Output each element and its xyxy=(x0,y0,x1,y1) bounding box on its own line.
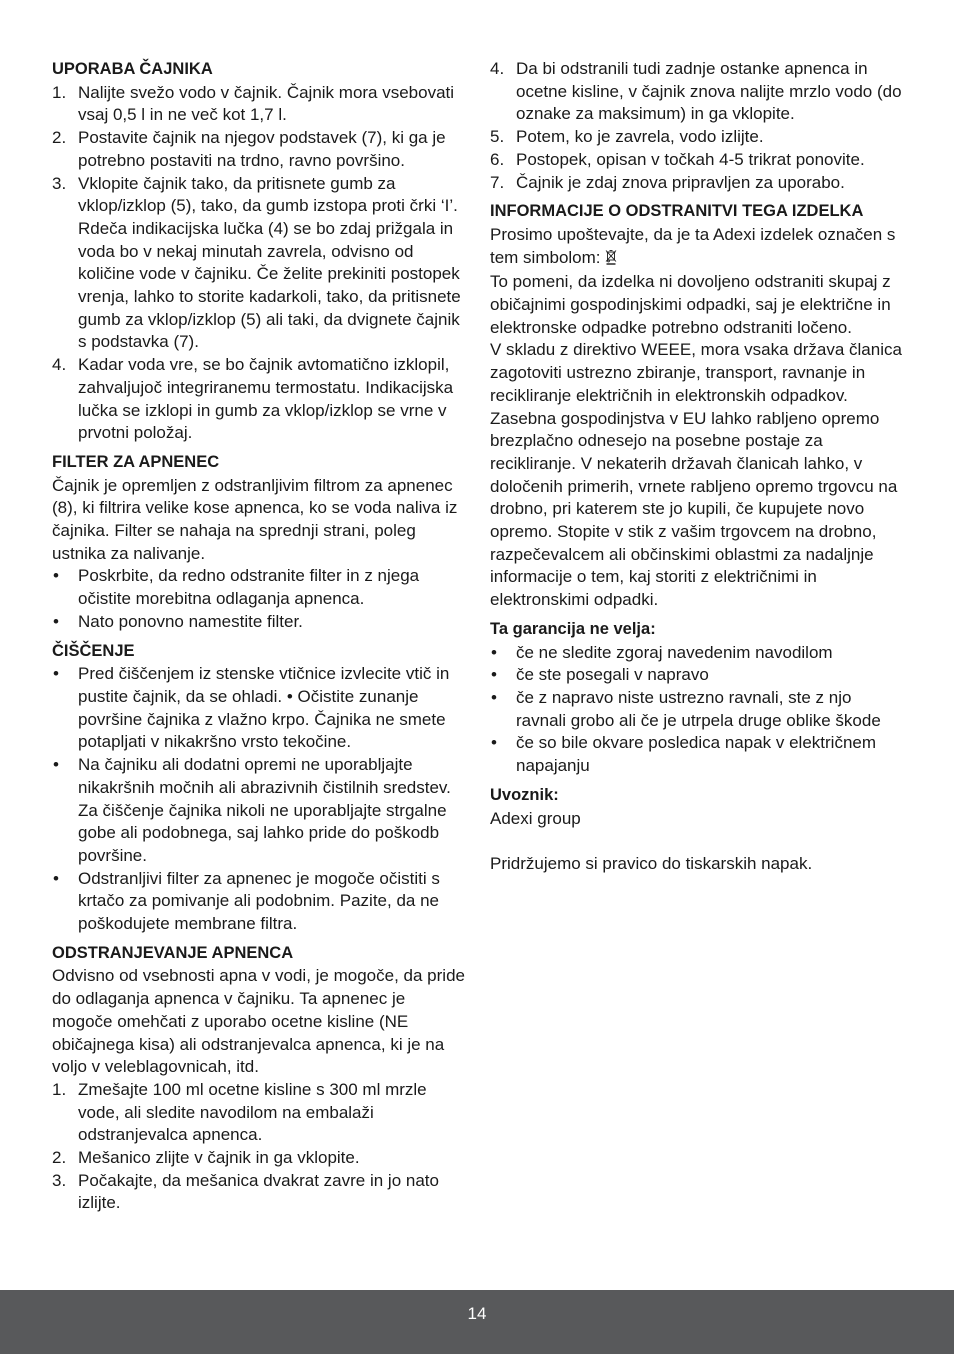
bullet-icon: • xyxy=(491,687,497,707)
importer-name: Adexi group xyxy=(490,808,581,828)
section-importer xyxy=(490,784,904,876)
section-descaling-cont xyxy=(490,58,904,194)
list-item xyxy=(490,149,904,172)
bullet-icon: • xyxy=(53,755,59,775)
item-text: če z napravo niste ustrezno ravnali, ste z njo ravnali grobo ali če je utrpela druge oblike škode xyxy=(516,687,881,730)
list-item xyxy=(52,565,466,610)
list-item xyxy=(52,1147,466,1170)
item-number: 2. xyxy=(52,1148,67,1168)
item-text: Mešanico zlijte v čajnik in ga vklopite. xyxy=(78,1148,360,1168)
item-text: Poskrbite, da redno odstranite filter in z njega očistite morebitna odlaganja apnenca. xyxy=(78,566,420,609)
item-text: če ne sledite zgoraj navedenim navodilom xyxy=(516,642,833,662)
item-text: Nato ponovno namestite filter. xyxy=(78,611,303,631)
list-item xyxy=(490,172,904,195)
item-text: Potem, ko je zavrela, vodo izlijte. xyxy=(516,127,764,147)
filter-heading: FILTER ZA APNENEC xyxy=(52,452,220,471)
spacer xyxy=(490,830,904,853)
list-item xyxy=(52,754,466,868)
left-column xyxy=(52,58,466,1221)
list-item xyxy=(52,173,466,355)
section-use xyxy=(52,58,466,445)
bullet-icon: • xyxy=(491,642,497,662)
disposal-intro-text: Prosimo upoštevajte, da je ta Adexi izdelek označen s tem simbolom: xyxy=(490,224,896,267)
item-text: Nalijte svežo vodo v čajnik. Čajnik mora vsebovati vsaj 0,5 l in ne več kot 1,7 l. xyxy=(78,82,455,125)
list-item xyxy=(490,126,904,149)
list-item xyxy=(490,58,904,126)
clean-heading: ČIŠČENJE xyxy=(52,641,135,660)
list-item xyxy=(490,687,904,732)
item-text: Počakajte, da mešanica dvakrat zavre in jo nato izlijte. xyxy=(78,1170,439,1213)
item-text: Pred čiščenjem iz stenske vtičnice izvlecite vtič in pustite čajnik, da se ohladi. • Očistite zunanje površine čajnika z vlažno krpo. Čajnika ne smete potapljati v nikakršno vrsto tekočine. xyxy=(78,664,450,752)
disposal-paragraph-2: V skladu z direktivo WEEE, mora vsaka država članica zagotoviti ustrezno zbiranje, transport, ravnanje in recikliranje električnih in elektronskih odpadkov. Zasebna gospodinjstva v EU lahko rabljeno opremo brezplačno odnesejo na posebne postaje za recikliranje. V nekaterih državah članicah lahko, v določenih primerih, vrnete rabljeno opremo trgovcu na drobno, pri katerem ste jo kupili, če kupujete novo opremo. Stopite v stik z vašim trgovcem na drobno, razpečevalcem ali občinskimi oblastmi za nadaljnje informacije o tem, kaj storiti z električnimi in elektronskimi odpadki. xyxy=(490,340,902,610)
item-text: če so bile okvare posledica napak v električnem napajanju xyxy=(516,733,877,776)
item-number: 7. xyxy=(490,172,505,192)
item-number: 2. xyxy=(52,128,67,148)
item-number: 3. xyxy=(52,173,67,193)
section-disposal xyxy=(490,200,904,612)
bullet-icon: • xyxy=(53,566,59,586)
filter-text: Čajnik je opremljen z odstranljivim filtrom za apnenec (8), ki filtrira velike kose apnenca, ko se voda naliva iz čajnika. Filter se nahaja na sprednji strani, poleg ustnika za nalivanje. xyxy=(52,475,458,563)
crossed-out-wheelie-bin-icon xyxy=(605,249,617,272)
use-heading: UPORABA ČAJNIKA xyxy=(52,60,213,78)
list-item xyxy=(52,1170,466,1215)
list-item xyxy=(52,611,466,634)
list-item xyxy=(52,82,466,127)
list-item xyxy=(490,664,904,687)
section-warranty xyxy=(490,618,904,778)
right-column xyxy=(490,58,904,882)
list-item xyxy=(52,663,466,754)
bullet-icon: • xyxy=(491,733,497,753)
warranty-heading: Ta garancija ne velja: xyxy=(490,619,656,638)
list-item xyxy=(52,354,466,445)
importer-heading: Uvoznik: xyxy=(490,785,559,804)
list-item xyxy=(52,1079,466,1147)
list-item xyxy=(52,868,466,936)
bullet-icon: • xyxy=(491,665,497,685)
clean-bullets xyxy=(52,663,466,935)
item-number: 3. xyxy=(52,1170,67,1190)
item-number: 1. xyxy=(52,1079,67,1099)
item-text: Postopek, opisan v točkah 4-5 trikrat ponovite. xyxy=(516,149,865,169)
item-number: 6. xyxy=(490,149,505,169)
list-item xyxy=(490,732,904,777)
descale-list xyxy=(52,1079,466,1215)
item-number: 5. xyxy=(490,127,505,147)
disposal-paragraph-1: To pomeni, da izdelka ni dovoljeno odstraniti skupaj z običajnimi gospodinjskimi odpadki, saj je električne in elektronske odpadke potrebno odstraniti ločeno. xyxy=(490,272,891,337)
use-list xyxy=(52,82,466,445)
bullet-icon: • xyxy=(53,611,59,631)
bullet-icon: • xyxy=(53,868,59,888)
section-cleaning xyxy=(52,640,466,936)
item-text: Odstranljivi filter za apnenec je mogoče očistiti s krtačo za pomivanje ali podobnim. Pazite, da ne poškodujete membrane filtra. xyxy=(78,868,440,934)
item-number: 4. xyxy=(52,355,67,375)
list-item xyxy=(490,642,904,665)
item-number: 1. xyxy=(52,82,67,102)
disposal-intro xyxy=(490,224,904,271)
item-text: če ste posegali v napravo xyxy=(516,665,709,685)
section-descaling xyxy=(52,942,466,1215)
bullet-icon: • xyxy=(53,664,59,684)
descale-list-cont xyxy=(490,58,904,194)
item-text: Postavite čajnik na njegov podstavek (7), ki ga je potrebno postaviti na trdno, ravno površino. xyxy=(78,128,446,170)
descale-text: Odvisno od vsebnosti apna v vodi, je mogoče, da pride do odlaganja apnenca v čajniku. Ta apnenec je mogoče omehčati z uporabo ocetne kisline (NE običajnega kisa) ali odstranjevalca apnenca, ki je na voljo v veleblagovnicah, itd. xyxy=(52,966,465,1077)
descale-heading: ODSTRANJEVANJE APNENCA xyxy=(52,943,294,962)
section-filter xyxy=(52,451,466,634)
item-text: Na čajniku ali dodatni opremi ne uporabljajte nikakršnih močnih ali abrazivnih čistilnih sredstev. Za čiščenje čajnika nikoli ne uporabljajte strgalne gobe ali podobnega, saj lahko pride do poškodb površine. xyxy=(78,755,451,865)
item-number: 4. xyxy=(490,59,505,78)
item-text: Čajnik je zdaj znova pripravljen za uporabo. xyxy=(516,172,845,192)
item-text: Kadar voda vre, se bo čajnik avtomatično izklopil, zahvaljujoč integriranemu termostatu. Indikacijska lučka se izklopi in gumb za vklop/izklop se vrne v prvotni položaj. xyxy=(78,355,454,443)
item-text: Vklopite čajnik tako, da pritisnete gumb za vklop/izklop (5), tako, da gumb izstopa proti črki ‘I’. Rdeča indikacijska lučka (4) se bo zdaj prižgala in voda bo v nekaj minutah zavrela, odvisno od količine vode v čajniku. Če želite prekiniti postopek vrenja, lahko to storite kadarkoli, tako, da pritisnete gumb za vklop/izklop (5) ali taki, da dvignete čajnik s podstavka (7). xyxy=(78,173,461,352)
filter-bullets xyxy=(52,565,466,633)
item-text: Zmešajte 100 ml ocetne kisline s 300 ml mrzle vode, ali sledite navodilom na embalaži odstranjevalca apnenca. xyxy=(78,1079,427,1145)
warranty-bullets xyxy=(490,642,904,778)
disposal-heading: INFORMACIJE O ODSTRANITVI TEGA IZDELKA xyxy=(490,202,864,221)
list-item xyxy=(52,127,466,172)
disclaimer: Pridržujemo si pravico do tiskarskih napak. xyxy=(490,853,813,873)
page-footer xyxy=(0,1290,954,1354)
item-text: Da bi odstranili tudi zadnje ostanke apnenca in ocetne kisline, v čajnik znova nalijte mrzlo vodo (do oznake za maksimum) in ga vklopite. xyxy=(516,59,902,124)
page-number: 14 xyxy=(467,1304,487,1323)
